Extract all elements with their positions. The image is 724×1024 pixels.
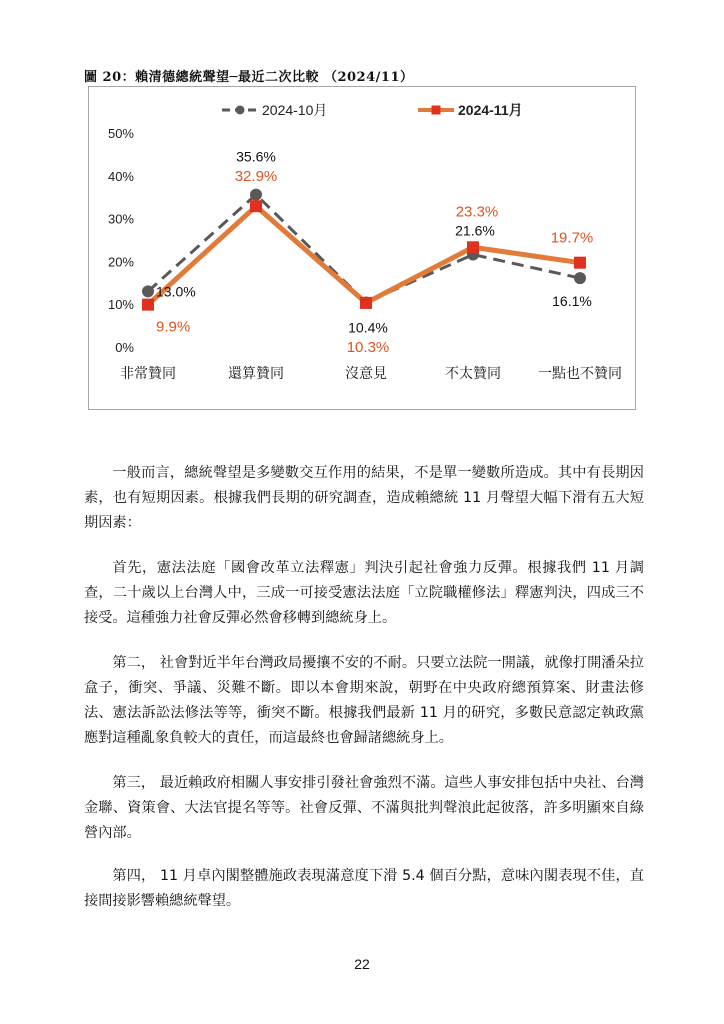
figure-caption: 圖 20：賴清德總統聲望─最近二次比較 （2024/11） — [84, 70, 414, 85]
paragraph-intro: 一般而言，總統聲望是多變數交互作用的結果，不是單一變數所造成。其中有長期因素，也有短期因素。根據我們長期的研究調查，造成賴總統 11 月聲望大幅下滑有五大短期因素： — [84, 465, 644, 531]
data-label-2024-10: 13.0% — [156, 283, 196, 300]
legend-label: 2024-10月 — [262, 102, 328, 118]
paragraph-fourth: 第四， 11 月卓內閣整體施政表現滿意度下滑 5.4 個百分點，意味內閣表現不佳，直接間接影響賴總統聲望。 — [84, 868, 644, 909]
data-label-2024-10: 21.6% — [455, 222, 495, 239]
line-chart — [88, 86, 636, 410]
data-label-2024-10: 10.4% — [348, 319, 388, 336]
data-label-2024-11: 32.9% — [234, 168, 278, 186]
data-label-2024-10: 16.1% — [552, 293, 592, 310]
x-category-label: 不太贊同 — [445, 365, 501, 381]
point-2024-10 — [250, 189, 262, 201]
point-2024-11 — [574, 257, 586, 269]
legend-label: 2024-11月 — [458, 102, 523, 118]
point-2024-11 — [142, 299, 154, 311]
x-category-label: 還算贊同 — [228, 365, 284, 381]
y-tick-label: 20% — [107, 254, 134, 270]
y-tick-label: 10% — [107, 297, 134, 313]
page-number: 22 — [354, 956, 370, 972]
chart-container — [88, 86, 636, 410]
point-2024-11 — [250, 200, 262, 212]
chart-frame — [89, 87, 636, 410]
paragraph-second: 第二， 社會對近半年台灣政局擾攘不安的不耐。只要立法院一開議，就像打開潘朵拉盒子，衝突、爭議、災難不斷。即以本會期來說，朝野在中央政府總預算案、財畫法修法、憲法訴訟法修法等等，衝突不斷。根據我們最新 11 月的研究，多數民意認定執政黨應對這種亂象負較大的責任，而這最終也會歸諸總統身上。 — [84, 655, 644, 746]
y-tick-label: 30% — [107, 211, 134, 227]
paragraph-third: 第三， 最近賴政府相關人事安排引發社會強烈不滿。這些人事安排包括中央社、台灣金聯、資策會、大法官提名等等。社會反彈、不滿與批判聲浪此起彼落，許多明顯來自綠營內部。 — [84, 775, 644, 841]
y-tick-label: 40% — [107, 168, 134, 184]
data-label-2024-11: 10.3% — [346, 338, 390, 356]
data-label-2024-11: 19.7% — [550, 229, 594, 247]
data-label-2024-10: 35.6% — [236, 148, 276, 165]
point-2024-10 — [574, 272, 586, 284]
x-category-label: 一點也不贊同 — [538, 365, 622, 381]
y-tick-label: 0% — [115, 340, 134, 355]
data-label-2024-11: 23.3% — [455, 203, 499, 221]
point-2024-11 — [467, 241, 479, 253]
point-2024-11 — [360, 297, 372, 309]
legend-marker-square — [432, 106, 441, 115]
x-category-label: 沒意見 — [345, 365, 387, 381]
point-2024-10 — [142, 285, 154, 297]
data-label-2024-11: 9.9% — [156, 318, 191, 336]
legend-marker-circle — [236, 106, 245, 115]
x-category-label: 非常贊同 — [120, 365, 176, 381]
paragraph-first: 首先，憲法法庭「國會改革立法釋憲」判決引起社會強力反彈。根據我們 11 月調查，二十歲以上台灣人中，三成一可接受憲法法庭「立院職權修法」釋憲判決，四成三不接受。這種強力社會反彈必然會移轉到總統身上。 — [84, 560, 644, 626]
y-tick-label: 50% — [107, 126, 134, 141]
